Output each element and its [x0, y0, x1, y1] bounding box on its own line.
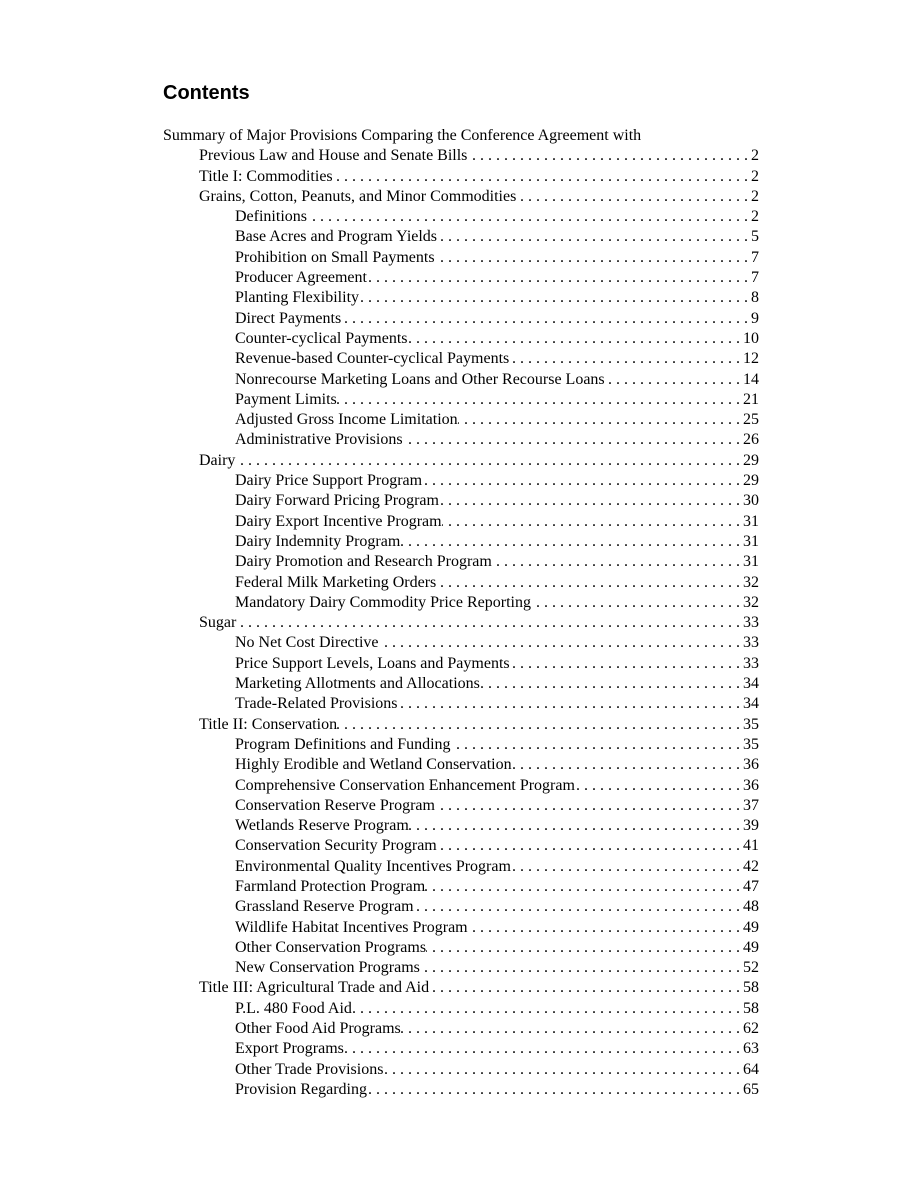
- dot-leader: [367, 1080, 743, 1100]
- toc-entry[interactable]: [163, 288, 759, 308]
- toc-entry-title: Revenue-based Counter-cyclical Payments: [235, 350, 510, 368]
- toc-entry[interactable]: [163, 329, 759, 349]
- toc-entry-title: Other Conservation Programs: [235, 938, 427, 956]
- toc-entry-page-number: 58: [743, 999, 759, 1017]
- toc-entry-page-number: 2: [751, 167, 759, 185]
- toc-entry-title: Other Food Aid Programs: [235, 1020, 401, 1038]
- toc-entry-page-number: 37: [743, 796, 759, 814]
- toc-entry[interactable]: [163, 268, 759, 288]
- toc-entry-title: Program Definitions and Funding: [235, 735, 451, 753]
- toc-entry[interactable]: [163, 552, 759, 572]
- toc-entry-page-number: 33: [743, 634, 759, 652]
- toc-entry-title: Conservation Security Program: [235, 837, 437, 855]
- toc-entry-page-number: 49: [743, 938, 759, 956]
- toc-entry-title: Provision Regarding: [235, 1080, 367, 1098]
- dot-leader: [414, 897, 743, 917]
- dot-leader: [409, 816, 743, 836]
- dot-leader: [344, 1039, 743, 1059]
- toc-entry[interactable]: [163, 126, 759, 146]
- toc-entry-title: Wetlands Reserve Program: [235, 817, 409, 835]
- toc-entry-title: Export Programs: [235, 1040, 344, 1058]
- dot-leader: [426, 938, 743, 958]
- toc-entry-page-number: 8: [751, 289, 759, 307]
- toc-entry-page-number: 2: [751, 208, 759, 226]
- toc-entry-title: Summary of Major Provisions Comparing the Conference Agreement with: [163, 127, 642, 144]
- toc-entry-page-number: 65: [743, 1080, 759, 1098]
- toc-entry-page-number: 21: [743, 390, 759, 408]
- toc-entry-page-number: 35: [743, 735, 759, 753]
- toc-entry-page-number: 30: [743, 492, 759, 510]
- toc-entry[interactable]: [163, 999, 759, 1019]
- toc-entry-page-number: 33: [743, 654, 759, 672]
- dot-leader: [429, 978, 743, 998]
- toc-entry-title: Dairy Promotion and Research Program: [235, 553, 492, 571]
- toc-entry-page-number: 26: [743, 431, 759, 449]
- dot-leader: [516, 187, 751, 207]
- toc-entry-page-number: 7: [751, 269, 759, 287]
- table-of-contents: [163, 126, 759, 1100]
- dot-leader: [436, 573, 743, 593]
- toc-entry-title: Dairy Forward Pricing Program: [235, 492, 439, 510]
- toc-entry[interactable]: [163, 451, 759, 471]
- dot-leader: [337, 390, 743, 410]
- dot-leader: [492, 552, 743, 572]
- toc-entry[interactable]: [163, 897, 759, 917]
- toc-entry[interactable]: [163, 857, 759, 877]
- toc-entry-title: Administrative Provisions: [235, 431, 403, 449]
- dot-leader: [442, 512, 743, 532]
- toc-entry-title: Adjusted Gross Income Limitation: [235, 411, 458, 429]
- toc-entry-title: Wildlife Habitat Incentives Program: [235, 918, 468, 936]
- dot-leader: [458, 410, 743, 430]
- dot-leader: [605, 370, 743, 390]
- toc-entry-page-number: 39: [743, 817, 759, 835]
- toc-entry-page-number: 25: [743, 411, 759, 429]
- toc-entry-title: Title I: Commodities: [199, 167, 333, 185]
- toc-entry-title: Previous Law and House and Senate Bills: [199, 147, 468, 165]
- toc-entry[interactable]: [163, 755, 759, 775]
- toc-entry[interactable]: [163, 918, 759, 938]
- toc-entry[interactable]: [163, 1060, 759, 1080]
- toc-entry[interactable]: [163, 573, 759, 593]
- dot-leader: [425, 877, 743, 897]
- toc-entry-page-number: 2: [751, 147, 759, 165]
- dot-leader: [511, 857, 743, 877]
- dot-leader: [337, 715, 743, 735]
- toc-entry-page-number: 14: [743, 370, 759, 388]
- toc-entry-page-number: 32: [743, 573, 759, 591]
- toc-entry-page-number: 52: [743, 959, 759, 977]
- toc-entry-title: Base Acres and Program Yields: [235, 228, 438, 246]
- dot-leader: [408, 329, 743, 349]
- toc-entry-page-number: 49: [743, 918, 759, 936]
- toc-entry-page-number: 62: [743, 1020, 759, 1038]
- dot-leader: [359, 288, 751, 308]
- toc-entry[interactable]: [163, 796, 759, 816]
- toc-entry[interactable]: [163, 938, 759, 958]
- toc-entry-title: Dairy: [199, 451, 236, 469]
- toc-entry-page-number: 5: [751, 228, 759, 246]
- toc-entry-title: Sugar: [199, 614, 237, 632]
- dot-leader: [307, 207, 751, 227]
- dot-leader: [383, 1060, 743, 1080]
- toc-entry[interactable]: [163, 633, 759, 653]
- toc-entry-title: Prohibition on Small Payments: [235, 248, 435, 266]
- dot-leader: [437, 227, 751, 247]
- dot-leader: [403, 430, 743, 450]
- toc-entry-title: Planting Flexibility: [235, 289, 360, 307]
- toc-entry[interactable]: [163, 674, 759, 694]
- dot-leader: [367, 268, 751, 288]
- dot-leader: [435, 248, 751, 268]
- toc-entry[interactable]: [163, 390, 759, 410]
- toc-entry[interactable]: [163, 593, 759, 613]
- toc-entry-page-number: 36: [743, 756, 759, 774]
- toc-entry-title: Payment Limits: [235, 390, 337, 408]
- dot-leader: [531, 593, 743, 613]
- toc-entry[interactable]: [163, 877, 759, 897]
- toc-entry[interactable]: [163, 410, 759, 430]
- toc-entry[interactable]: [163, 613, 759, 633]
- dot-leader: [341, 309, 751, 329]
- dot-leader: [400, 532, 743, 552]
- dot-leader: [352, 999, 743, 1019]
- dot-leader: [437, 836, 743, 856]
- dot-leader: [422, 471, 743, 491]
- toc-entry-page-number: 64: [743, 1060, 759, 1078]
- toc-entry-title: P.L. 480 Food Aid: [235, 999, 352, 1017]
- toc-entry-title: Producer Agreement: [235, 269, 367, 287]
- toc-entry-page-number: 58: [743, 979, 759, 997]
- toc-entry[interactable]: [163, 207, 759, 227]
- toc-entry-page-number: 41: [743, 837, 759, 855]
- toc-entry-page-number: 34: [743, 695, 759, 713]
- toc-entry-title: Grains, Cotton, Peanuts, and Minor Commodities: [199, 187, 517, 205]
- toc-entry-title: Federal Milk Marketing Orders: [235, 573, 437, 591]
- dot-leader: [575, 776, 743, 796]
- dot-leader: [333, 167, 751, 187]
- toc-entry-title: Farmland Protection Program: [235, 877, 426, 895]
- toc-entry-title: Title II: Conservation: [199, 715, 338, 733]
- toc-entry[interactable]: [163, 512, 759, 532]
- toc-entry-title: No Net Cost Directive: [235, 634, 379, 652]
- dot-leader: [235, 451, 743, 471]
- toc-entry-title: Grassland Reserve Program: [235, 898, 414, 916]
- toc-entry[interactable]: [163, 370, 759, 390]
- toc-entry-page-number: 42: [743, 857, 759, 875]
- dot-leader: [401, 1019, 743, 1039]
- toc-entry[interactable]: [163, 146, 759, 166]
- toc-entry[interactable]: [163, 491, 759, 511]
- toc-entry-page-number: 31: [743, 553, 759, 571]
- toc-entry-title: Marketing Allotments and Allocations: [235, 675, 480, 693]
- toc-entry-title: Dairy Export Incentive Program: [235, 512, 442, 530]
- toc-entry[interactable]: [163, 430, 759, 450]
- toc-entry[interactable]: [163, 1039, 759, 1059]
- toc-entry[interactable]: [163, 349, 759, 369]
- toc-entry-title: Trade-Related Provisions: [235, 695, 398, 713]
- toc-entry-title: Title III: Agricultural Trade and Aid: [199, 979, 430, 997]
- toc-entry-page-number: 10: [743, 329, 759, 347]
- toc-entry-title: Dairy Price Support Program: [235, 472, 423, 490]
- contents-heading: Contents: [163, 82, 250, 104]
- dot-leader: [509, 349, 743, 369]
- toc-entry[interactable]: [163, 735, 759, 755]
- toc-entry[interactable]: [163, 715, 759, 735]
- dot-leader: [236, 613, 743, 633]
- toc-entry[interactable]: [163, 187, 759, 207]
- dot-leader: [512, 755, 743, 775]
- toc-entry[interactable]: [163, 776, 759, 796]
- toc-entry-title: Environmental Quality Incentives Program: [235, 857, 511, 875]
- dot-leader: [510, 654, 743, 674]
- toc-entry-title: Comprehensive Conservation Enhancement Program: [235, 776, 575, 794]
- dot-leader: [439, 491, 743, 511]
- toc-entry-title: Mandatory Dairy Commodity Price Reporting: [235, 593, 531, 611]
- toc-entry-page-number: 31: [743, 532, 759, 550]
- toc-entry-title: Counter-cyclical Payments: [235, 329, 408, 347]
- toc-entry-page-number: 12: [743, 350, 759, 368]
- toc-entry-title: Highly Erodible and Wetland Conservation: [235, 756, 512, 774]
- dot-leader: [435, 796, 743, 816]
- toc-entry-title: Definitions: [235, 208, 307, 226]
- toc-entry[interactable]: [163, 958, 759, 978]
- dot-leader: [420, 958, 743, 978]
- toc-entry-title: Price Support Levels, Loans and Payments: [235, 654, 510, 672]
- toc-entry[interactable]: [163, 309, 759, 329]
- dot-leader: [480, 674, 743, 694]
- toc-entry[interactable]: [163, 1019, 759, 1039]
- toc-entry-title: Conservation Reserve Program: [235, 796, 435, 814]
- toc-entry-title: Direct Payments: [235, 309, 342, 327]
- toc-entry[interactable]: [163, 816, 759, 836]
- toc-entry-page-number: 47: [743, 877, 759, 895]
- toc-entry-page-number: 48: [743, 898, 759, 916]
- toc-entry-page-number: 33: [743, 614, 759, 632]
- toc-entry[interactable]: [163, 471, 759, 491]
- dot-leader: [379, 633, 743, 653]
- toc-entry-page-number: 35: [743, 715, 759, 733]
- toc-entry-page-number: 32: [743, 593, 759, 611]
- toc-entry-page-number: 31: [743, 512, 759, 530]
- toc-entry[interactable]: [163, 694, 759, 714]
- toc-entry[interactable]: [163, 978, 759, 998]
- toc-entry-page-number: 29: [743, 451, 759, 469]
- toc-entry-page-number: 29: [743, 472, 759, 490]
- toc-entry-page-number: 36: [743, 776, 759, 794]
- toc-entry[interactable]: [163, 836, 759, 856]
- toc-entry-title: Other Trade Provisions: [235, 1060, 384, 1078]
- toc-entry-page-number: 7: [751, 248, 759, 266]
- toc-entry[interactable]: [163, 654, 759, 674]
- toc-entry[interactable]: [163, 227, 759, 247]
- toc-entry-page-number: 9: [751, 309, 759, 327]
- toc-entry-title: New Conservation Programs: [235, 959, 420, 977]
- toc-entry[interactable]: [163, 248, 759, 268]
- toc-entry-title: Nonrecourse Marketing Loans and Other Recourse Loans: [235, 370, 605, 388]
- toc-entry-page-number: 2: [751, 187, 759, 205]
- dot-leader: [467, 146, 751, 166]
- toc-entry-title: Dairy Indemnity Program: [235, 532, 401, 550]
- toc-entry[interactable]: [163, 1080, 759, 1100]
- dot-leader: [468, 918, 743, 938]
- toc-entry-page-number: 63: [743, 1040, 759, 1058]
- toc-entry[interactable]: [163, 167, 759, 187]
- toc-entry-page-number: 34: [743, 675, 759, 693]
- dot-leader: [451, 735, 743, 755]
- toc-entry[interactable]: [163, 532, 759, 552]
- dot-leader: [398, 694, 743, 714]
